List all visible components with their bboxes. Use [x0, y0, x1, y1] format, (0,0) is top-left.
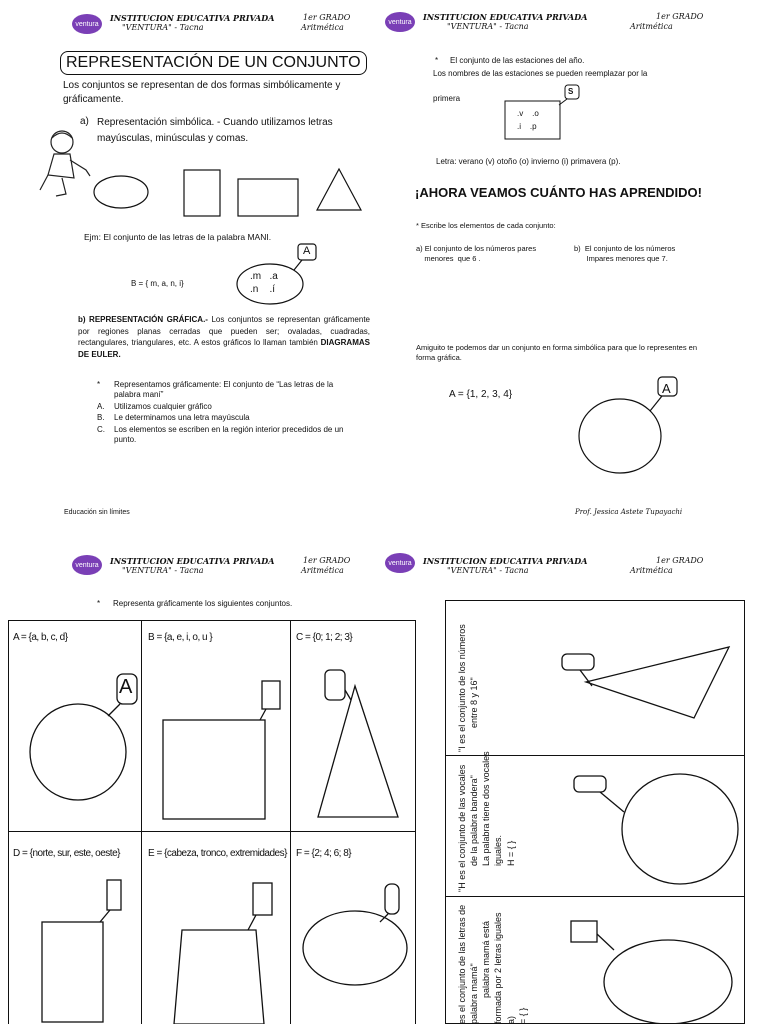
row-m-text: es el conjunto de las letras de palabra mamá" palabra mamá está formada por 2 letras iguales a) = { } — [457, 904, 528, 1024]
grade-label: 1er GRADO — [656, 12, 704, 21]
row-h-text: "H es el conjunto de las vocales de la palabra bandera" La palabra tiene dos vocales iguales. H = { } — [457, 751, 516, 892]
list-item: B. Le determinamos una letra mayúscula — [97, 413, 250, 423]
amiguito-text: Amiguito te podemos dar un conjunto en forma simbólica para que lo representes en forma gráfica. — [416, 343, 697, 362]
school-location: "VENTURA" - Tacna — [447, 566, 529, 575]
list-item: C. Los elementos se escriben en la región interior precedidos de un punto. — [97, 424, 344, 444]
graphic-representation-text: b) REPRESENTACIÓN GRÁFICA.- Los conjuntos se representan gráficamente por regiones planas cerradas que pueden ser; ovaladas, cuadradas, rectangulares, triangulares, etc. A estos gráficos lo llaman también DIAGRAMAS DE EULER. — [78, 315, 371, 359]
school-logo: ventura — [72, 14, 102, 34]
footer-text: Educación sin límites — [64, 509, 130, 516]
subject-label: Aritmética — [630, 22, 673, 31]
school-location: "VENTURA" - Tacna — [122, 566, 204, 575]
exercise-instructions: * Escribe los elementos de cada conjunto: — [416, 221, 556, 230]
seasons-bullet: * — [435, 56, 439, 65]
subject-label: Aritmética — [301, 23, 344, 32]
set-b-symbolic: B = { m, a, n, i} — [131, 279, 184, 288]
item-a-label: a) — [80, 116, 89, 127]
subject-label: Aritmética — [301, 566, 344, 575]
page-title: REPRESENTACIÓN DE UN CONJUNTO — [60, 51, 367, 75]
example-text: Ejm: El conjunto de las letras de la palabra MANI. — [84, 232, 272, 242]
set-a-element-row: .m .a — [250, 271, 278, 282]
grade-label: 1er GRADO — [303, 556, 351, 565]
set-a-name: A — [662, 381, 671, 396]
list-item: A. Utilizamos cualquier gráfico — [97, 401, 212, 411]
school-location: "VENTURA" - Tacna — [122, 23, 204, 32]
question-b: b) El conjunto de los números Impares menores que 7. — [574, 244, 676, 263]
set-s-name: S — [568, 87, 574, 96]
grade-label: 1er GRADO — [656, 556, 704, 565]
instruction-bullet: * — [97, 599, 101, 608]
set-a-label: A = {a, b, c, d} — [13, 632, 68, 643]
set-b-label: B = {a, e, i, o, u } — [148, 632, 213, 643]
set-e-label: E = {cabeza, tronco, extremidades} — [148, 848, 287, 859]
item-a-text: Representación simbólica. - Cuando utilizamos letras mayúsculas, minúsculas y comas. — [97, 117, 333, 144]
list-item: * Representamos gráficamente: El conjunto de “Las letras de la palabra maní” — [97, 380, 334, 400]
set-a-name: A — [303, 245, 311, 257]
school-name: INSTITUCION EDUCATIVA PRIVADA — [110, 556, 275, 566]
set-s-element-row: .v .o — [517, 109, 539, 118]
set-s-element-row: .i .p — [517, 122, 537, 131]
set-a-name: A — [119, 676, 132, 698]
set-a-equation: A = {1, 2, 3, 4} — [449, 389, 513, 400]
school-logo: ventura — [385, 553, 415, 573]
intro-text: Los conjuntos se representan de dos formas simbólicamente y gráficamente. — [63, 80, 341, 105]
school-logo: ventura — [385, 12, 415, 32]
primera-text: primera — [433, 94, 461, 103]
set-a-element-row: .n .í — [250, 284, 276, 295]
row-i-text: "I es el conjunto de los números entre 8 y 16" — [457, 624, 480, 752]
instruction-text: Representa gráficamente los siguientes conjuntos. — [113, 599, 293, 608]
set-f-label: F = {2; 4; 6; 8} — [296, 848, 352, 859]
seasons-text: El conjunto de las estaciones del año. — [450, 56, 585, 65]
set-d-label: D = {norte, sur, este, oeste} — [13, 848, 120, 859]
seasons-letters-text: Letra: verano (v) otoño (o) invierno (i) primavera (p). — [436, 157, 621, 166]
section-heading: ¡AHORA VEAMOS CUÁNTO HAS APRENDIDO! — [415, 185, 702, 200]
school-location: "VENTURA" - Tacna — [447, 22, 529, 31]
subject-label: Aritmética — [630, 566, 673, 575]
school-name: INSTITUCION EDUCATIVA PRIVADA — [423, 12, 588, 22]
question-a: a) El conjunto de los números pares menores que 6 . — [416, 244, 537, 263]
school-name: INSTITUCION EDUCATIVA PRIVADA — [110, 13, 275, 23]
school-logo: ventura — [72, 555, 102, 575]
school-name: INSTITUCION EDUCATIVA PRIVADA — [423, 556, 588, 566]
grade-label: 1er GRADO — [303, 13, 351, 22]
seasons-text-2: Los nombres de las estaciones se pueden reemplazar por la — [433, 69, 648, 78]
set-c-label: C = {0; 1; 2; 3} — [296, 632, 353, 643]
footer-author: Prof. Jessica Astete Tupayachi — [575, 508, 683, 516]
